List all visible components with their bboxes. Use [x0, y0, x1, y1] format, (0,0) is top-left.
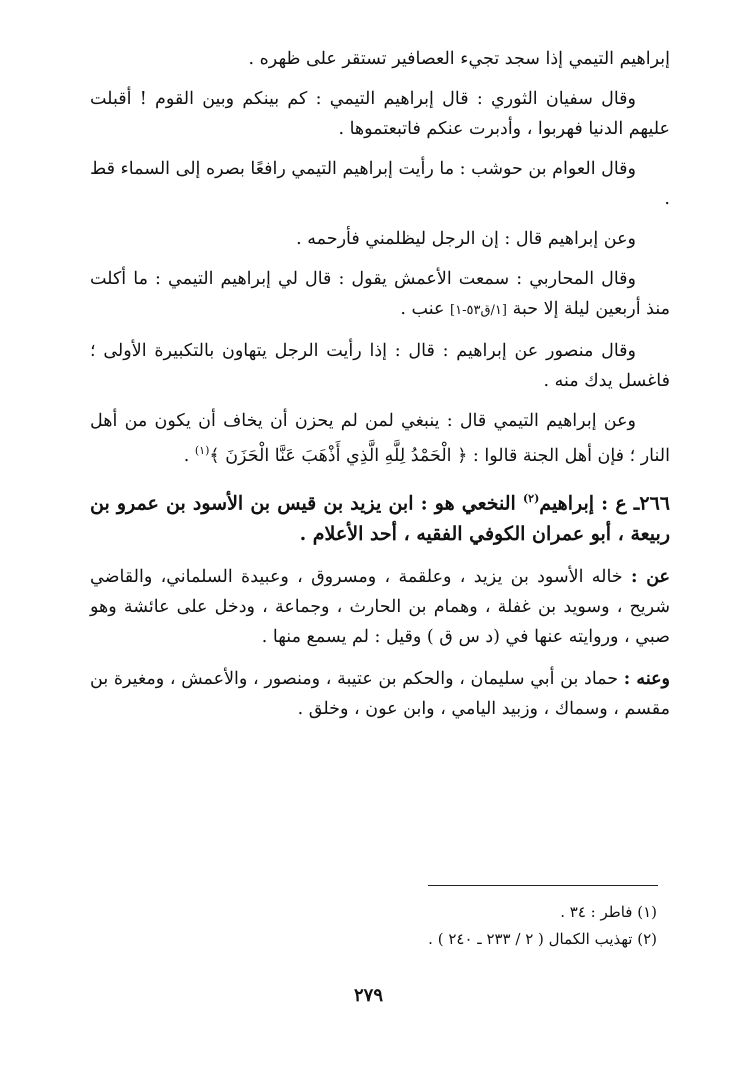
footnote-marker-2: (٢)	[522, 491, 540, 505]
paragraph-5	[90, 264, 670, 326]
paragraph-1: إبراهيم التيمي إذا سجد تجيء العصافير تستقر على ظهره .	[248, 49, 670, 69]
paragraph-7-text: وعن إبراهيم التيمي قال : ينبغي لمن لم يحزن أن يخاف أن يكون من أهل النار ؛ فإن أهل الجنة قالوا :	[90, 411, 670, 466]
page-body	[90, 44, 670, 734]
paragraph-2: وقال سفيان الثوري : قال إبراهيم التيمي : كم بينكم وبين القوم ! أقبلت عليهم الدنيا فهربوا ، وأدبرت عنكم فاتبعتموها .	[90, 89, 670, 139]
entry-number: ٢٦٦ـ ع :	[601, 492, 670, 515]
paragraph-3: وقال العوام بن حوشب : ما رأيت إبراهيم التيمي رافعًا بصره إلى السماء قط .	[90, 159, 670, 209]
paragraph-7-end: .	[183, 445, 190, 466]
paragraph-7	[90, 406, 670, 471]
footnote-divider	[428, 885, 658, 886]
students-paragraph	[90, 664, 670, 724]
biography-heading	[90, 483, 670, 550]
footnote-2: (٢) تهذيب الكمال ( ٢ / ٢٣٣ ـ ٢٤٠ ) .	[428, 930, 657, 948]
footnote-1: (١) فاطر : ٣٤ .	[560, 903, 657, 921]
paragraph-5-end: عنب .	[400, 299, 445, 319]
manuscript-ref: [١/ق٥٣-١]	[450, 303, 507, 318]
footnotes	[97, 899, 657, 953]
entry-lineage: النخعي هو : ابن يزيد بن قيس بن الأسود بن عمرو بن ربيعة ، أبو عمران الكوفي الفقيه ، أحد الأعلام .	[90, 492, 670, 546]
quran-quote: ﴿ الْحَمْدُ لِلَّهِ الَّذِي أَذْهَبَ عَنَّا الْحَزَنَ ﴾	[209, 445, 468, 466]
footnote-marker-1: (١)	[194, 444, 210, 457]
paragraph-5-text: وقال المحاربي : سمعت الأعمش يقول : قال لي إبراهيم التيمي : ما أكلت منذ أربعين ليلة إلا حبة	[90, 269, 670, 319]
entry-name: إبراهيم	[539, 492, 595, 515]
teachers-text: خاله الأسود بن يزيد ، وعلقمة ، ومسروق ، وعبيدة السلماني، والقاضي شريح ، وسويد بن غفلة ، وهمام بن الحارث ، وجماعة ، ودخل على عائشة وهو صبي ، وروايته عنها في (د س ق ) وقيل : لم يسمع منها .	[90, 567, 670, 648]
teachers-label: عن :	[630, 567, 670, 588]
teachers-paragraph	[90, 562, 670, 652]
paragraph-4: وعن إبراهيم قال : إن الرجل ليظلمني فأرحمه .	[296, 229, 636, 249]
paragraph-6: وقال منصور عن إبراهيم : قال : إذا رأيت الرجل يتهاون بالتكبيرة الأولى ؛ فاغسل يدك منه .	[90, 341, 670, 391]
students-label: وعنه :	[623, 669, 670, 690]
page-number: ٢٧٩	[353, 985, 383, 1006]
students-text: حماد بن أبي سليمان ، والحكم بن عتيبة ، ومنصور ، والأعمش ، ومغيرة بن مقسم ، وسماك ، وزبيد اليامي ، وابن عون ، وخلق .	[90, 669, 670, 720]
